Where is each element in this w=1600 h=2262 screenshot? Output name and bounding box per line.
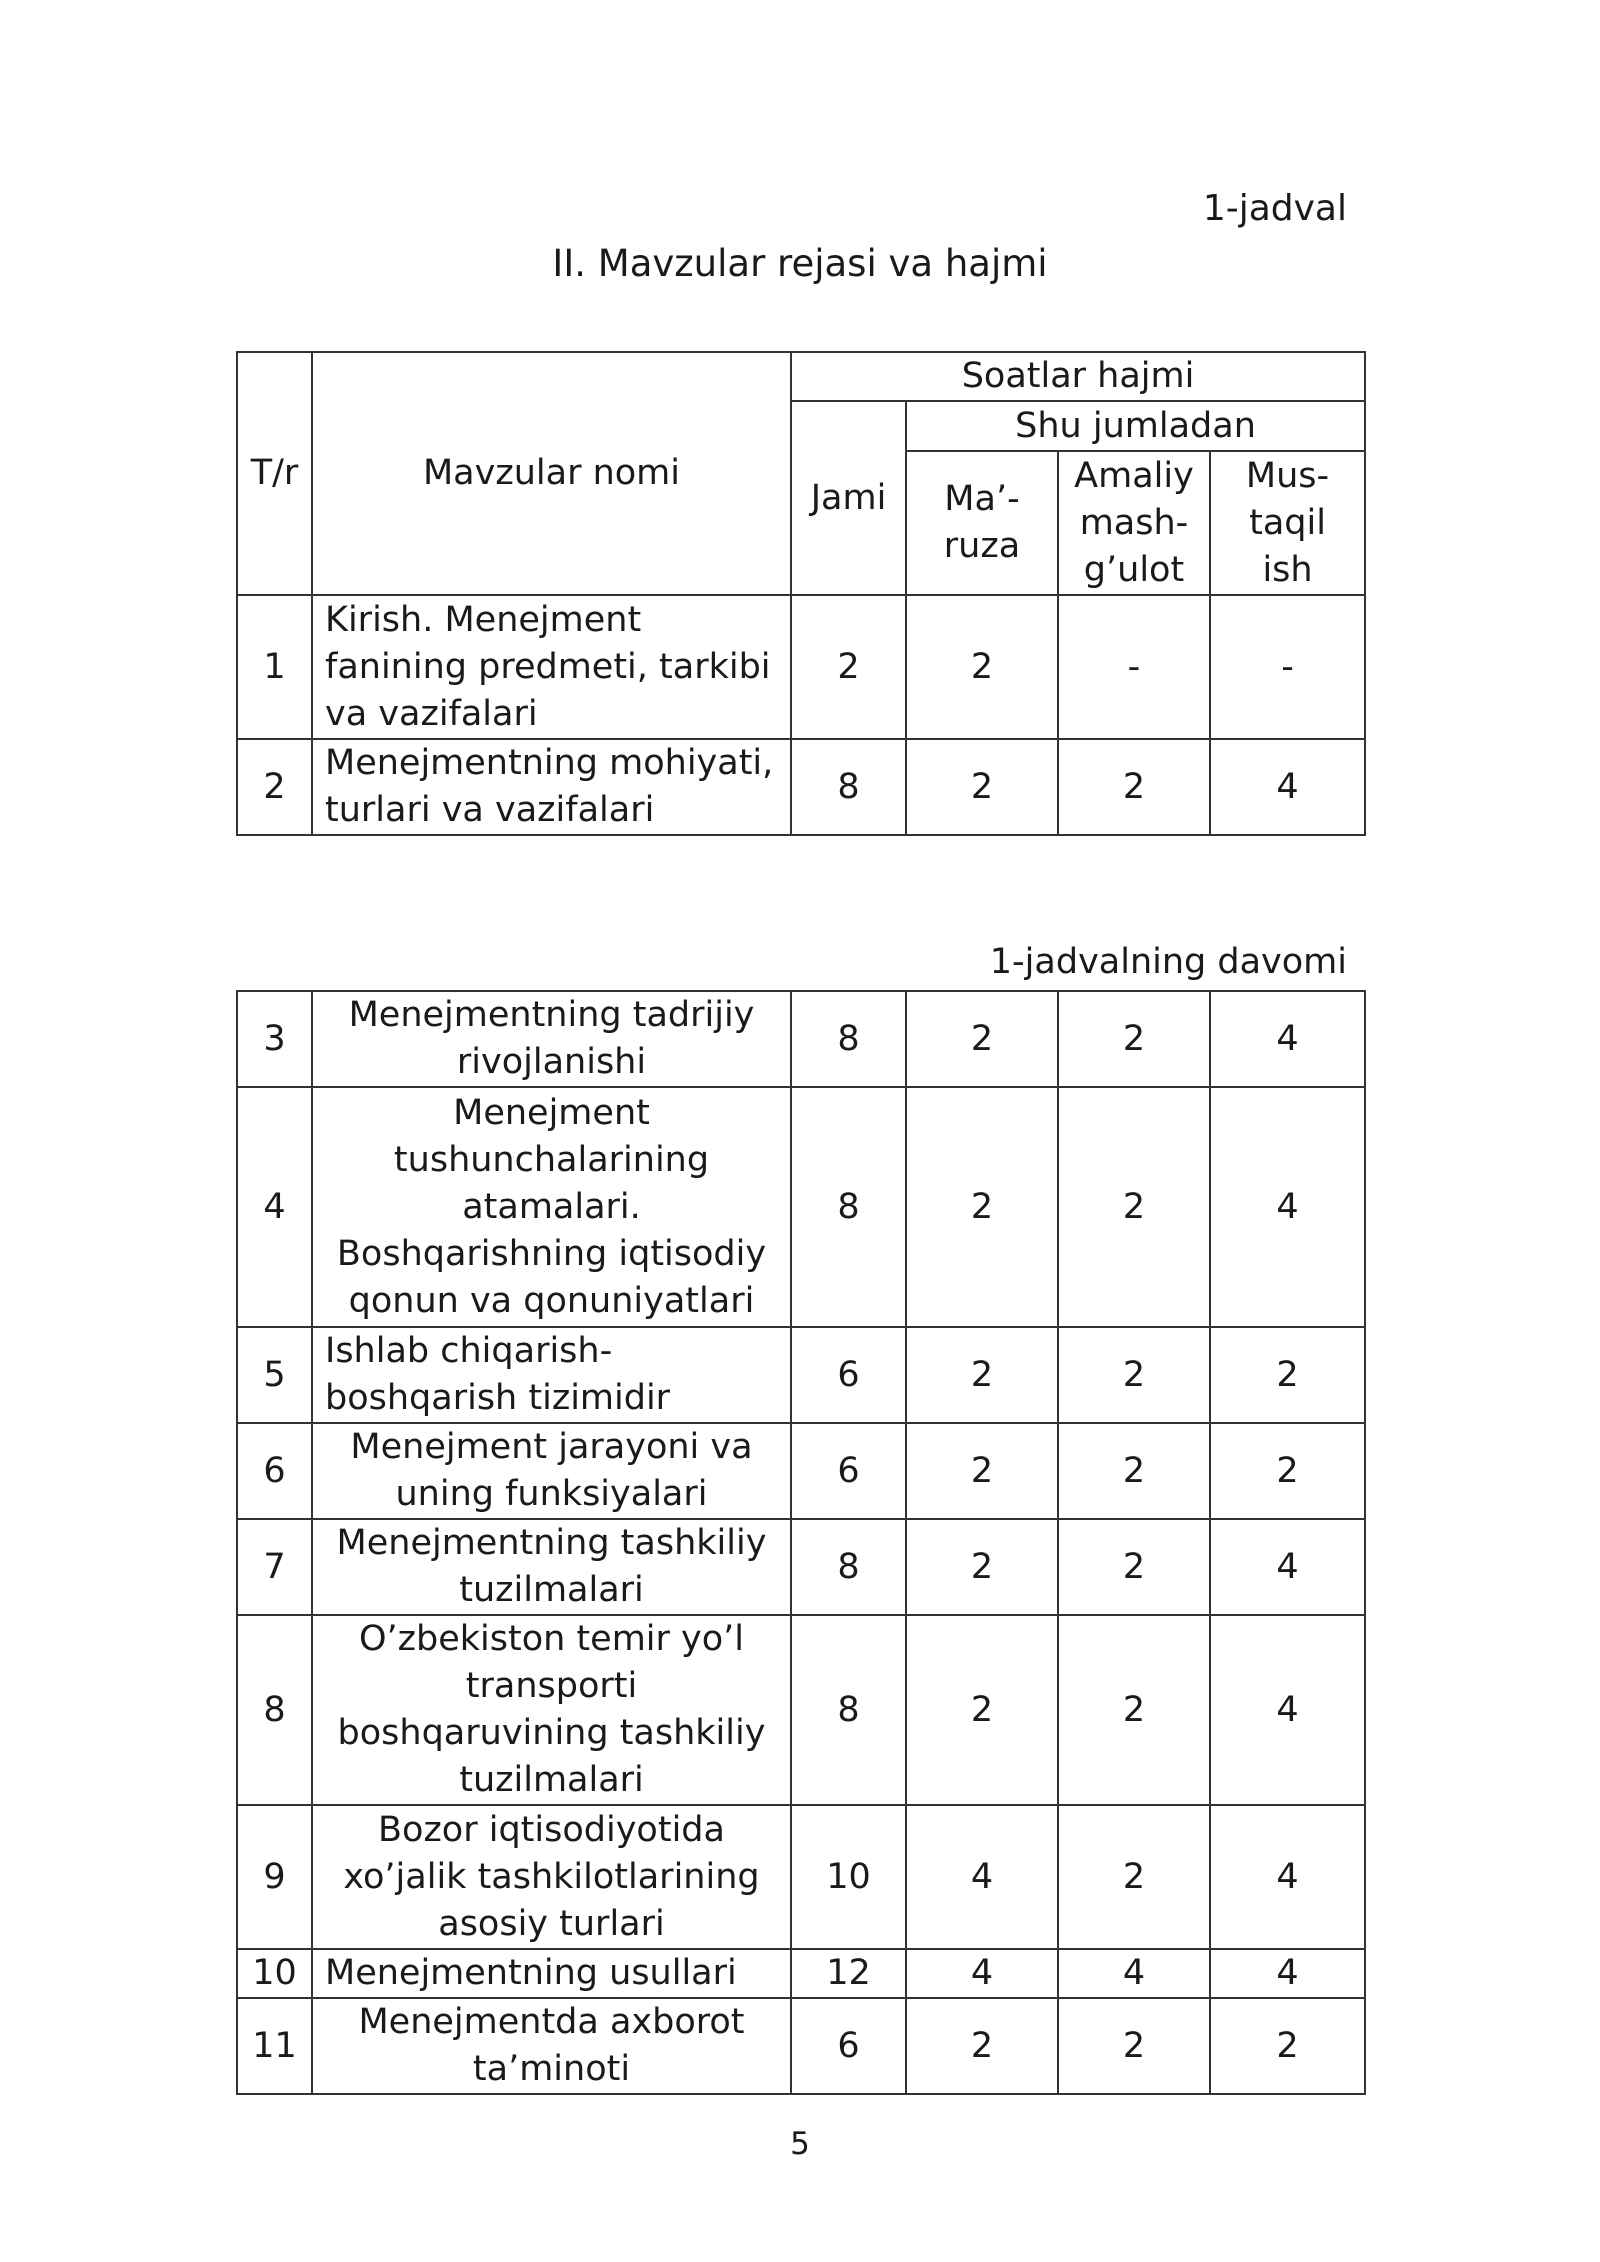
header-hours: Soatlar hajmi (791, 352, 1365, 401)
row-lecture: 2 (906, 1998, 1058, 2094)
topics-table-part1 (236, 351, 1366, 836)
row-number: 5 (237, 1327, 312, 1423)
row-independent: 4 (1210, 1519, 1365, 1615)
row-total: 12 (791, 1949, 906, 1998)
row-number: 9 (237, 1805, 312, 1949)
row-practice: 2 (1058, 1615, 1210, 1805)
row-practice: 2 (1058, 991, 1210, 1087)
table-row (237, 1615, 1365, 1805)
header-independent: Mus-taqil ish (1210, 451, 1365, 595)
table-row (237, 1327, 1365, 1423)
header-tr: T/r (237, 352, 312, 595)
row-lecture: 4 (906, 1949, 1058, 1998)
row-total: 10 (791, 1805, 906, 1949)
row-independent: 2 (1210, 1998, 1365, 2094)
row-number: 11 (237, 1998, 312, 2094)
row-practice: 2 (1058, 1519, 1210, 1615)
header-topic: Mavzular nomi (312, 352, 791, 595)
row-number: 10 (237, 1949, 312, 1998)
row-topic: Menejmentning usullari (312, 1949, 791, 1998)
row-independent: 2 (1210, 1327, 1365, 1423)
table-row (237, 991, 1365, 1087)
continuation-label: 1-jadvalning davomi (989, 942, 1347, 982)
row-topic: Kirish. Menejment fanining predmeti, tarkibi va vazifalari (312, 595, 791, 739)
header-including: Shu jumladan (906, 401, 1365, 451)
row-lecture: 2 (906, 1423, 1058, 1519)
row-independent: 4 (1210, 1615, 1365, 1805)
row-independent: - (1210, 595, 1365, 739)
row-topic: O’zbekiston temir yo’l transporti boshqaruvining tashkiliy tuzilmalari (312, 1615, 791, 1805)
row-total: 2 (791, 595, 906, 739)
row-independent: 4 (1210, 1087, 1365, 1327)
row-practice: 2 (1058, 1087, 1210, 1327)
row-practice: 2 (1058, 1327, 1210, 1423)
row-independent: 4 (1210, 991, 1365, 1087)
row-topic: Menejmentning tashkiliy tuzilmalari (312, 1519, 791, 1615)
row-total: 8 (791, 1519, 906, 1615)
row-number: 7 (237, 1519, 312, 1615)
row-lecture: 2 (906, 1327, 1058, 1423)
row-number: 1 (237, 595, 312, 739)
row-total: 8 (791, 739, 906, 835)
row-topic: Menejmentning mohiyati, turlari va vazifalari (312, 739, 791, 835)
table-row (237, 1087, 1365, 1327)
row-number: 4 (237, 1087, 312, 1327)
table-row (237, 1949, 1365, 1998)
row-lecture: 2 (906, 991, 1058, 1087)
row-lecture: 2 (906, 1615, 1058, 1805)
row-lecture: 4 (906, 1805, 1058, 1949)
row-total: 6 (791, 1327, 906, 1423)
page-number: 5 (790, 2126, 810, 2162)
row-topic: Menejmentning tadrijiy rivojlanishi (312, 991, 791, 1087)
row-total: 6 (791, 1998, 906, 2094)
row-topic: Ishlab chiqarish-boshqarish tizimidir (312, 1327, 791, 1423)
row-independent: 4 (1210, 739, 1365, 835)
row-practice: 2 (1058, 1805, 1210, 1949)
row-total: 8 (791, 1615, 906, 1805)
row-total: 8 (791, 991, 906, 1087)
row-number: 2 (237, 739, 312, 835)
row-practice: 2 (1058, 739, 1210, 835)
row-topic: Menejmentda axborot ta’minoti (312, 1998, 791, 2094)
topics-table-part2 (236, 990, 1366, 2095)
row-practice: 4 (1058, 1949, 1210, 1998)
table-row (237, 1805, 1365, 1949)
row-lecture: 2 (906, 1519, 1058, 1615)
table-row (237, 595, 1365, 739)
table-label: 1-jadval (1202, 188, 1347, 229)
header-lecture: Ma’-ruza (906, 451, 1058, 595)
row-number: 6 (237, 1423, 312, 1519)
section-title: II. Mavzular rejasi va hajmi (552, 242, 1048, 285)
table-row (237, 739, 1365, 835)
row-number: 3 (237, 991, 312, 1087)
row-lecture: 2 (906, 1087, 1058, 1327)
row-practice: - (1058, 595, 1210, 739)
row-topic: Bozor iqtisodiyotida xo’jalik tashkilotlarining asosiy turlari (312, 1805, 791, 1949)
row-lecture: 2 (906, 595, 1058, 739)
row-total: 6 (791, 1423, 906, 1519)
row-number: 8 (237, 1615, 312, 1805)
row-independent: 4 (1210, 1949, 1365, 1998)
row-independent: 4 (1210, 1805, 1365, 1949)
row-topic: Menejment tushunchalarining atamalari. Boshqarishning iqtisodiy qonun va qonuniyatlari (312, 1087, 791, 1327)
row-total: 8 (791, 1087, 906, 1327)
header-practice: Amaliy mash-g’ulot (1058, 451, 1210, 595)
row-practice: 2 (1058, 1998, 1210, 2094)
table-row (237, 1519, 1365, 1615)
row-practice: 2 (1058, 1423, 1210, 1519)
row-lecture: 2 (906, 739, 1058, 835)
row-topic: Menejment jarayoni va uning funksiyalari (312, 1423, 791, 1519)
row-independent: 2 (1210, 1423, 1365, 1519)
table-row (237, 1423, 1365, 1519)
table-row (237, 1998, 1365, 2094)
header-total: Jami (791, 401, 906, 595)
